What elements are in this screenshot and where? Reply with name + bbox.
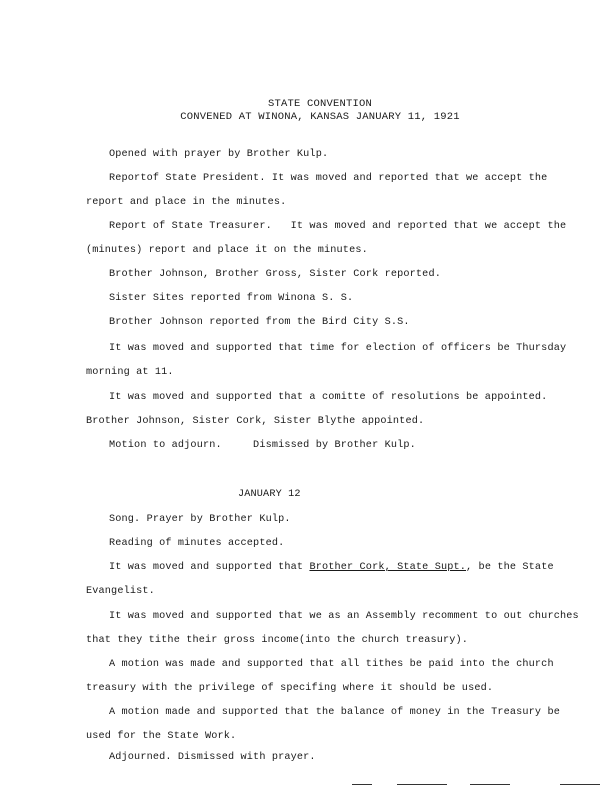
minutes-line: Brother Johnson, Sister Cork, Sister Blythe appointed. [86, 416, 425, 427]
scan-mark [397, 784, 447, 785]
minutes-line: Evangelist. [86, 586, 155, 597]
minutes-line: treasury with the privilege of specifing where it should be used. [86, 683, 494, 694]
minutes-line [109, 562, 554, 573]
document-subtitle: CONVENED AT WINONA, KANSAS JANUARY 11, 1921 [180, 111, 460, 123]
document-title: STATE CONVENTION [267, 98, 373, 110]
minutes-line: Report of State Treasurer. It was moved and reported that we accept the [109, 221, 567, 232]
minutes-text: , be the State [466, 562, 554, 573]
minutes-line: Adjourned. Dismissed with prayer. [109, 752, 316, 763]
minutes-line: Reportof State President. It was moved and reported that we accept the [109, 173, 548, 184]
minutes-line: morning at 11. [86, 367, 174, 378]
minutes-line: It was moved and supported that we as an Assembly recomment to out churches [109, 611, 579, 622]
minutes-line: Motion to adjourn. Dismissed by Brother Kulp. [109, 440, 416, 451]
scan-mark [470, 784, 510, 785]
minutes-line: A motion was made and supported that all tithes be paid into the church [109, 659, 554, 670]
minutes-line: used for the State Work. [86, 731, 237, 742]
minutes-line: A motion made and supported that the balance of money in the Treasury be [109, 707, 560, 718]
minutes-line: (minutes) report and place it on the minutes. [86, 245, 368, 256]
scan-mark [560, 784, 600, 785]
minutes-line: that they tithe their gross income(into the church treasury). [86, 635, 469, 646]
minutes-text: It was moved and supported that [109, 562, 310, 573]
underlined-name: Brother Cork, State Supt. [309, 562, 467, 573]
minutes-line: It was moved and supported that a comitte of resolutions be appointed. [109, 392, 548, 403]
minutes-line: Song. Prayer by Brother Kulp. [109, 514, 291, 525]
minutes-line: Brother Johnson, Brother Gross, Sister Cork reported. [109, 269, 441, 280]
minutes-line: Sister Sites reported from Winona S. S. [109, 293, 354, 304]
minutes-line: Brother Johnson reported from the Bird City S.S. [109, 317, 410, 328]
minutes-line: Reading of minutes accepted. [109, 538, 285, 549]
scan-mark [352, 784, 372, 785]
section-heading: JANUARY 12 [238, 489, 301, 500]
minutes-line: report and place in the minutes. [86, 197, 287, 208]
minutes-line: Opened with prayer by Brother Kulp. [109, 149, 329, 160]
minutes-line: It was moved and supported that time for election of officers be Thursday [109, 343, 567, 354]
